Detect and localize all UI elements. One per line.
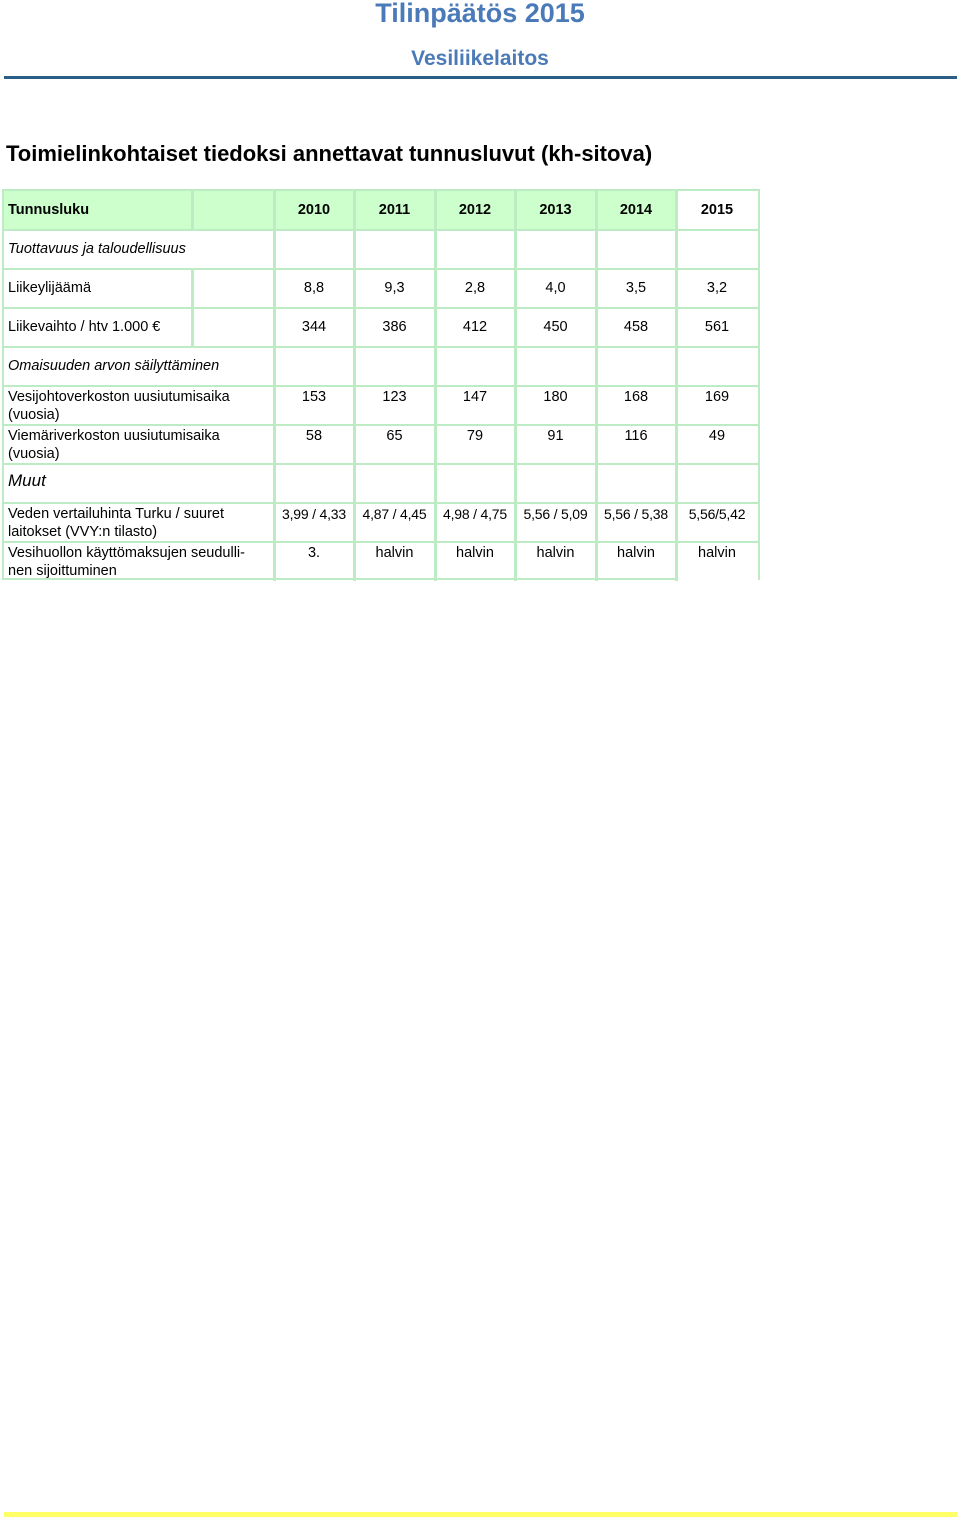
- table-header-year: 2015: [700, 202, 734, 218]
- table-cell-value: 153: [301, 389, 327, 405]
- table-cell-value: 5,56 / 5,09: [523, 506, 588, 522]
- table-row-label-line: nen sijoittuminen: [8, 563, 117, 579]
- table-cell-value: 561: [704, 319, 730, 335]
- table-row-label-line: Vesijohtoverkoston uusiutumisaika: [8, 389, 230, 405]
- table-header-year: 2013: [539, 202, 572, 218]
- table-cell-value: 168: [623, 389, 649, 405]
- section-heading: Toimielinkohtaiset tiedoksi annettavat tunnusluvut (kh-sitova): [6, 141, 653, 166]
- grid-hline: [4, 346, 758, 348]
- grid-hline: [4, 424, 758, 426]
- table-cell-value: 58: [305, 428, 323, 444]
- table-row-label: Liikeylijäämä: [8, 280, 92, 296]
- table-cell-value: 386: [382, 319, 407, 335]
- key-figures-table: [2, 189, 760, 580]
- table-cell-value: halvin: [375, 545, 414, 561]
- grid-vline: [191, 308, 194, 347]
- table-cell-value: 169: [704, 389, 730, 405]
- grid-hline: [4, 463, 758, 465]
- table-header-label: Tunnusluku: [8, 202, 90, 218]
- table-cell-value: 8,8: [303, 280, 325, 296]
- table-cell-value: 5,56 / 5,38: [604, 506, 668, 522]
- table-cell-value: 147: [462, 389, 488, 405]
- table-row-label-line: laitokset (VVY:n tilasto): [8, 524, 158, 540]
- table-cell-value: halvin: [698, 545, 736, 561]
- table-group-label: Tuottavuus ja taloudellisuus: [8, 241, 186, 257]
- grid-vline: [191, 191, 194, 230]
- grid-hline: [4, 268, 758, 270]
- table-cell-value: 2,8: [464, 280, 486, 296]
- table-group-label: Omaisuuden arvon säilyttäminen: [8, 358, 220, 374]
- header-rule: [4, 76, 957, 79]
- table-cell-value: 91: [547, 428, 564, 444]
- table-cell-value: 3,2: [706, 280, 728, 296]
- table-row-label: Liikevaihto / htv 1.000 €: [8, 319, 161, 335]
- table-cell-value: 79: [466, 428, 484, 444]
- table-cell-value: 9,3: [384, 280, 405, 296]
- table-cell-value: 123: [382, 389, 407, 405]
- grid-hline: [4, 229, 758, 231]
- table-cell-value: 3,5: [625, 280, 647, 296]
- table-cell-value: 180: [543, 389, 568, 405]
- table-row-label: [8, 427, 272, 463]
- table-cell-value: 3.: [307, 545, 321, 561]
- table-row-label: [8, 388, 272, 424]
- table-row-label-line: Vesihuollon käyttömaksujen seudulli-: [8, 545, 245, 561]
- table-cell-value: 458: [623, 319, 649, 335]
- grid-hline: [4, 385, 758, 387]
- table-cell-value: halvin: [617, 545, 655, 561]
- footer-rule: [4, 1512, 957, 1517]
- table-header-year: 2012: [458, 202, 492, 218]
- table-row-label: [8, 544, 272, 580]
- grid-hline: [4, 307, 758, 309]
- document-subtitle: Vesiliikelaitos: [411, 47, 549, 70]
- table-cell-value: 3,99 / 4,33: [282, 506, 346, 522]
- table-row-label-line: (vuosia): [8, 407, 60, 423]
- table-cell-value: 49: [708, 428, 726, 444]
- table-row-label: [8, 505, 272, 541]
- table-row-label-line: (vuosia): [8, 446, 60, 462]
- grid-vline: [191, 269, 194, 308]
- table-cell-value: halvin: [456, 545, 494, 561]
- table-cell-value: 4,98 / 4,75: [443, 506, 507, 522]
- table-row-label-line: Veden vertailuhinta Turku / suuret: [8, 506, 225, 522]
- grid-hline: [4, 541, 758, 543]
- document-title: Tilinpäätös 2015: [375, 0, 585, 28]
- table-header-year: 2014: [619, 202, 653, 218]
- table-cell-value: 116: [624, 428, 648, 444]
- table-group-label: Muut: [8, 471, 46, 490]
- table-cell-value: 450: [543, 319, 568, 335]
- grid-hline: [4, 502, 758, 504]
- table-cell-value: 344: [301, 319, 327, 335]
- table-row-label-line: Viemäriverkoston uusiutumisaika: [8, 428, 220, 444]
- table-header-year: 2011: [378, 202, 411, 218]
- table-cell-value: 412: [462, 319, 488, 335]
- table-cell-value: 5,56/5,42: [688, 506, 746, 522]
- table-cell-value: halvin: [536, 545, 575, 561]
- table-header-year: 2010: [297, 202, 331, 218]
- table-cell-value: 4,0: [545, 280, 566, 296]
- table-cell-value: 4,87 / 4,45: [362, 506, 427, 522]
- table-cell-value: 65: [386, 428, 403, 444]
